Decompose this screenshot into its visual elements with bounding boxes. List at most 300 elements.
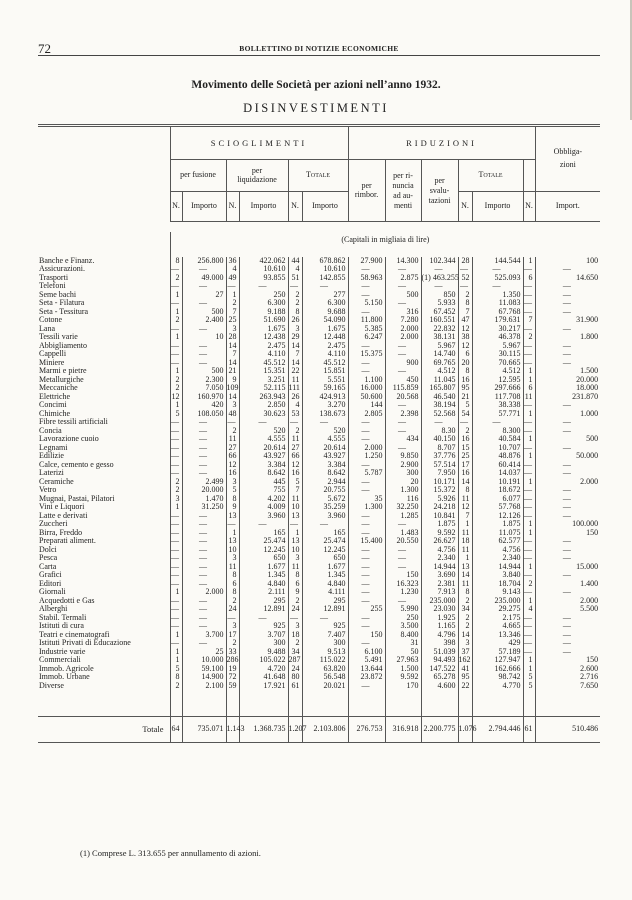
table-cell: —	[182, 418, 226, 427]
table-cell: 18	[288, 631, 302, 640]
table-cell: 7	[226, 308, 239, 317]
table-cell: 2.400	[182, 316, 226, 325]
table-cell: 5	[523, 682, 535, 691]
table-cell: —	[348, 342, 385, 351]
table-cell: 2.794.446	[472, 717, 523, 743]
table-cell: 14	[458, 478, 472, 487]
table-cell: 6	[458, 350, 472, 359]
row-label: Trasporti	[39, 272, 69, 282]
table-cell: 170	[385, 682, 421, 691]
row-label: Concimi	[39, 400, 67, 409]
table-cell: 1	[523, 452, 535, 461]
table-cell: 8	[226, 571, 239, 580]
table-cell: 8	[458, 367, 472, 376]
row-label: Seme bachi	[39, 289, 77, 299]
table-cell: 31.250	[182, 503, 226, 512]
table-cell: 1	[523, 597, 535, 606]
table-cell: 11	[288, 376, 302, 385]
table-cell: 147.522	[421, 665, 458, 674]
table-cell: 2.381	[421, 580, 458, 589]
table-cell: 11	[288, 435, 302, 444]
table-cell: 10.610	[239, 265, 288, 274]
table-cell: 2	[288, 427, 302, 436]
table-cell: 12	[458, 325, 472, 334]
table-cell: 8	[458, 486, 472, 495]
table-cell: 33	[226, 648, 239, 657]
table-cell: 6	[226, 580, 239, 589]
table-cell: 450	[385, 376, 421, 385]
table-cell: 6.300	[302, 299, 348, 308]
table-cell: 3.690	[421, 571, 458, 580]
table-cell: —	[170, 597, 182, 606]
table-cell: —	[523, 622, 535, 631]
table-cell: 14.740	[421, 350, 458, 359]
row-label: Banche e Finanz.	[39, 255, 95, 265]
table-cell: 16	[288, 469, 302, 478]
table-cell: 1	[523, 563, 535, 572]
table-cell: 2	[170, 274, 182, 283]
table-cell: 300	[302, 639, 348, 648]
table-cell: —	[523, 325, 535, 334]
table-cell: 1.677	[302, 563, 348, 572]
table-cell: 1.300	[348, 503, 385, 512]
table-cell: 10	[226, 546, 239, 555]
table-cell: 11	[458, 495, 472, 504]
table-cell: —	[348, 639, 385, 648]
row-label: Carta	[39, 561, 57, 571]
table-cell: —	[182, 622, 226, 631]
table-cell: 250	[385, 614, 421, 623]
table-cell: —	[348, 614, 385, 623]
table-cell: 510.486	[535, 717, 600, 743]
header-importo: Importo	[239, 192, 288, 222]
header-n: N.	[288, 192, 302, 222]
table-cell: 26	[288, 316, 302, 325]
table-cell: 429	[472, 639, 523, 648]
table-cell: —	[170, 571, 182, 580]
table-cell: 2.499	[182, 478, 226, 487]
table-cell: 50.000	[535, 452, 600, 461]
table-cell: —	[182, 461, 226, 470]
table-cell: 11	[226, 563, 239, 572]
table-cell: —	[458, 265, 472, 274]
table-cell: 51	[288, 274, 302, 283]
table-cell: 295	[302, 597, 348, 606]
table-cell: 8.642	[302, 469, 348, 478]
row-label: Pesca	[39, 553, 58, 562]
table-cell: 4.840	[239, 580, 288, 589]
table-cell: —	[348, 520, 385, 529]
table-cell: 54.090	[302, 316, 348, 325]
table-cell: 41	[458, 665, 472, 674]
row-label: Tessili varie	[39, 332, 78, 341]
table-cell: —	[535, 537, 600, 546]
table-cell: 24.218	[421, 503, 458, 512]
row-label: Legnami	[39, 442, 68, 452]
table-cell: 1	[523, 435, 535, 444]
table-cell: —	[288, 520, 302, 529]
row-label: Istituti di cura	[39, 621, 84, 630]
table-cell: 53	[288, 410, 302, 419]
table-cell: 1	[523, 410, 535, 419]
table-cell: —	[385, 418, 421, 427]
table-cell: 2	[288, 299, 302, 308]
table-cell: —	[239, 520, 288, 529]
table-cell: 165.807	[421, 384, 458, 393]
table-cell: —	[170, 554, 182, 563]
table-cell: 1	[523, 520, 535, 529]
page-number: 72	[38, 41, 51, 56]
table-cell: —	[348, 308, 385, 317]
table-cell: 2	[170, 486, 182, 495]
table-cell: 8.300	[472, 427, 523, 436]
table-cell: 2.600	[535, 665, 600, 674]
table-cell: 100	[535, 257, 600, 266]
table-cell: —	[385, 427, 421, 436]
table-cell: 3.500	[385, 622, 421, 631]
table-cell: 15.372	[421, 486, 458, 495]
table-cell: 10.171	[421, 478, 458, 487]
table-cell: 2	[226, 597, 239, 606]
table-cell: 1.250	[348, 452, 385, 461]
table-cell: 1.207	[288, 717, 302, 743]
row-label: Birra, Freddo	[39, 527, 83, 537]
table-cell: 66	[226, 452, 239, 461]
table-cell: 32.250	[385, 503, 421, 512]
row-label: Mugnai, Pastai, Pilatori	[39, 493, 115, 503]
table-cell: 165	[239, 529, 288, 538]
table-cell: 105.022	[239, 656, 288, 665]
table-cell: 25	[458, 452, 472, 461]
table-cell: 500	[535, 435, 600, 444]
table-cell: 4.512	[421, 367, 458, 376]
table-cell: 4.756	[472, 546, 523, 555]
table-cell: 57.768	[472, 503, 523, 512]
table-cell: 1	[523, 367, 535, 376]
table-cell: 38.338	[472, 401, 523, 410]
table-cell: 1	[523, 376, 535, 385]
table-cell: 9	[226, 376, 239, 385]
row-label: Seta - Tessitura	[39, 306, 89, 316]
table-cell: —	[348, 478, 385, 487]
table-cell: 10.191	[472, 478, 523, 487]
table-cell: —	[170, 520, 182, 529]
table-cell: 20.568	[385, 393, 421, 402]
table-cell: —	[535, 486, 600, 495]
table-cell: —	[523, 554, 535, 563]
table-cell: 7	[288, 350, 302, 359]
table-cell: —	[385, 265, 421, 274]
table-cell: 925	[239, 622, 288, 631]
table-cell: 11	[288, 495, 302, 504]
table-cell: 5.990	[385, 605, 421, 614]
table-cell: —	[182, 469, 226, 478]
table-cell: —	[348, 418, 385, 427]
table-cell: 1.470	[182, 495, 226, 504]
table-cell: —	[472, 282, 523, 291]
table-cell: 1.230	[385, 588, 421, 597]
data-table	[38, 232, 600, 743]
table-cell: —	[170, 427, 182, 436]
table-cell: 4.111	[302, 588, 348, 597]
table-cell: —	[523, 299, 535, 308]
table-cell: —	[523, 444, 535, 453]
table-cell: —	[535, 648, 600, 657]
table-cell: 17	[458, 461, 472, 470]
table-cell: 12.448	[302, 333, 348, 342]
table-cell: 36	[226, 257, 239, 266]
table-cell: 115.022	[302, 656, 348, 665]
table-cell: —	[182, 342, 226, 351]
table-cell: 1.285	[385, 512, 421, 521]
table-cell: 1	[170, 588, 182, 597]
table-cell: —	[385, 367, 421, 376]
table-cell: —	[170, 605, 182, 614]
table-cell: 3.251	[239, 376, 288, 385]
table-title: Movimento delle Società per azioni nell’anno 1932.	[191, 79, 441, 91]
table-cell: —	[535, 325, 600, 334]
table-cell: 150	[535, 656, 600, 665]
table-cell: —	[348, 435, 385, 444]
table-cell: 12	[458, 503, 472, 512]
table-cell: 18.672	[472, 486, 523, 495]
table-cell: 2.000	[535, 597, 600, 606]
table-cell: —	[523, 308, 535, 317]
table-cell: —	[348, 554, 385, 563]
table-cell: —	[421, 282, 458, 291]
table-cell: —	[302, 282, 348, 291]
table-cell: 38.194	[421, 401, 458, 410]
row-label: Vetro	[39, 485, 57, 494]
table-cell: —	[170, 580, 182, 589]
table-cell: 18.000	[535, 384, 600, 393]
table-cell: —	[170, 546, 182, 555]
table-cell: —	[182, 435, 226, 444]
table-cell: 1	[170, 648, 182, 657]
table-cell: 40.150	[421, 435, 458, 444]
table-cell: —	[239, 418, 288, 427]
table-cell: 162.666	[472, 665, 523, 674]
header-scioglimenti: SCIOGLIMENTI	[170, 126, 348, 160]
table-cell: 7	[458, 308, 472, 317]
row-label: Immob. Urbane	[39, 672, 90, 681]
table-cell: 1	[458, 554, 472, 563]
table-cell: 4	[288, 401, 302, 410]
table-cell: 43.927	[302, 452, 348, 461]
table-cell: 22	[288, 367, 302, 376]
table-cell: —	[182, 571, 226, 580]
row-label: Acquedotti e Gas	[39, 595, 95, 605]
row-label: Giornali	[39, 587, 66, 596]
table-cell: —	[348, 461, 385, 470]
table-cell: 22.832	[421, 325, 458, 334]
table-cell: —	[170, 461, 182, 470]
table-cell: 13	[226, 537, 239, 546]
table-cell: 95	[458, 673, 472, 682]
table-cell: 2.340	[421, 554, 458, 563]
table-cell: 2.716	[535, 673, 600, 682]
table-cell: —	[385, 546, 421, 555]
table-cell: —	[385, 563, 421, 572]
table-cell: —	[523, 495, 535, 504]
table-cell: 9.688	[302, 308, 348, 317]
table-cell: 1.345	[239, 571, 288, 580]
table-cell: 109	[226, 383, 239, 392]
header-n: N.	[523, 192, 535, 222]
table-cell: —	[170, 529, 182, 538]
table-cell: 179.631	[472, 316, 523, 325]
table-cell: 1.368.735	[239, 717, 288, 743]
table-cell: 37.776	[421, 452, 458, 461]
table-cell: 21	[226, 367, 239, 376]
total-row	[38, 717, 600, 743]
table-cell: 316	[385, 308, 421, 317]
table-cell: 52.568	[421, 410, 458, 419]
table-cell: 1.675	[239, 325, 288, 334]
table-cell: —	[226, 520, 239, 529]
table-cell: 16.000	[348, 384, 385, 393]
table-cell: 2.475	[302, 342, 348, 351]
table-cell: 11.075	[472, 529, 523, 538]
table-cell: 46.378	[472, 333, 523, 342]
table-cell: 25	[182, 648, 226, 657]
row-label: Preparati aliment.	[39, 536, 96, 545]
table-cell: 3.960	[302, 512, 348, 521]
table-cell: 3	[170, 495, 182, 504]
table-cell: —	[523, 469, 535, 478]
header-import: Import.	[535, 192, 600, 222]
table-cell: 4.555	[302, 435, 348, 444]
row-label: Telefoni	[39, 281, 66, 290]
table-cell: 2	[458, 614, 472, 623]
table-cell: —	[523, 588, 535, 597]
table-cell: 250	[239, 291, 288, 300]
table-cell: —	[348, 597, 385, 606]
table-cell: —	[170, 469, 182, 478]
table-cell: —	[535, 299, 600, 308]
table-cell: 8.400	[385, 631, 421, 640]
table-cell: 1	[523, 529, 535, 538]
table-cell: 2.103.806	[302, 717, 348, 743]
table-cell: —	[170, 282, 182, 291]
table-cell: 9.143	[472, 588, 523, 597]
table-cell: 5	[458, 401, 472, 410]
table-cell: 15.000	[535, 563, 600, 572]
table-cell: 2.000	[348, 444, 385, 453]
table-cell: 14.300	[385, 257, 421, 266]
table-cell: 5.967	[421, 342, 458, 351]
table-cell: 58.963	[348, 274, 385, 283]
header-rule	[38, 55, 600, 56]
column-headers	[38, 124, 600, 222]
table-cell: 4.110	[302, 350, 348, 359]
row-label: Latte e derivati	[39, 510, 88, 520]
table-cell: —	[182, 444, 226, 453]
table-cell: 13	[226, 512, 239, 521]
table-cell: 95	[458, 384, 472, 393]
table-cell: 286	[226, 655, 239, 664]
header-per-fusione: per fusione	[170, 160, 226, 192]
table-cell: 37	[458, 648, 472, 657]
table-cell: —	[182, 554, 226, 563]
table-cell: 16	[458, 376, 472, 385]
table-cell: 434	[385, 435, 421, 444]
table-cell: 1.350	[472, 291, 523, 300]
table-cell: 7.407	[302, 631, 348, 640]
table-cell: —	[385, 342, 421, 351]
row-label: Grafici	[39, 570, 62, 579]
table-cell: 11	[226, 435, 239, 444]
table-cell: 2	[458, 622, 472, 631]
row-label: Cotone	[39, 315, 63, 324]
table-cell: 231.870	[535, 393, 600, 402]
table-cell: 44	[288, 257, 302, 266]
table-cell: 144	[348, 401, 385, 410]
table-cell: 3.960	[239, 512, 288, 521]
row-label: Dolci	[39, 544, 57, 554]
row-label: Meccaniche	[39, 383, 78, 392]
table-cell: 2	[288, 597, 302, 606]
table-cell: 160.970	[182, 393, 226, 402]
table-cell: 256.800	[182, 257, 226, 266]
table-cell: 102.344	[421, 257, 458, 266]
table-cell: 2	[170, 384, 182, 393]
table-cell: 678.862	[302, 257, 348, 266]
table-cell: —	[239, 282, 288, 291]
table-cell: —	[472, 265, 523, 274]
table-cell: 2.805	[348, 410, 385, 419]
table-cell: —	[170, 299, 182, 308]
table-cell: 1.076	[458, 717, 472, 743]
table-cell: 52.115	[239, 384, 288, 393]
row-label: Istituti Privati di Educazione	[39, 638, 131, 647]
table-cell: 5	[170, 665, 182, 674]
table-cell: 19	[226, 665, 239, 674]
table-cell: 14	[458, 631, 472, 640]
table-cell: 67.768	[472, 308, 523, 317]
header-importo: Importo	[182, 192, 226, 222]
table-cell: 9	[288, 588, 302, 597]
table-cell: —	[385, 401, 421, 410]
table-cell: —	[182, 614, 226, 623]
table-cell: 35	[348, 495, 385, 504]
table-cell: 8	[226, 588, 239, 597]
table-cell: 62.577	[472, 537, 523, 546]
table-cell: 4.512	[472, 367, 523, 376]
table-cell: 162	[458, 655, 471, 664]
table-cell: 4.796	[421, 631, 458, 640]
table-cell: 276.753	[348, 717, 385, 743]
table-cell: 12.245	[239, 546, 288, 555]
table-cell: 5	[523, 673, 535, 682]
table-cell: —	[182, 325, 226, 334]
table-cell: 23.030	[421, 605, 458, 614]
table-cell: —	[523, 503, 535, 512]
table-cell: —	[535, 512, 600, 521]
table-cell: 11.800	[348, 316, 385, 325]
table-cell: 1.800	[535, 333, 600, 342]
table-cell: —	[170, 563, 182, 572]
table-cell: 9	[226, 503, 239, 512]
table-cell: 9.488	[239, 648, 288, 657]
table-cell: 2	[458, 597, 472, 606]
unit-note: (Capitali in migliaia di lire)	[170, 232, 600, 257]
table-cell: 3	[288, 554, 302, 563]
table-cell: —	[182, 282, 226, 291]
table-cell: —	[182, 350, 226, 359]
table-cell: 10	[288, 503, 302, 512]
table-cell: 35.259	[302, 503, 348, 512]
